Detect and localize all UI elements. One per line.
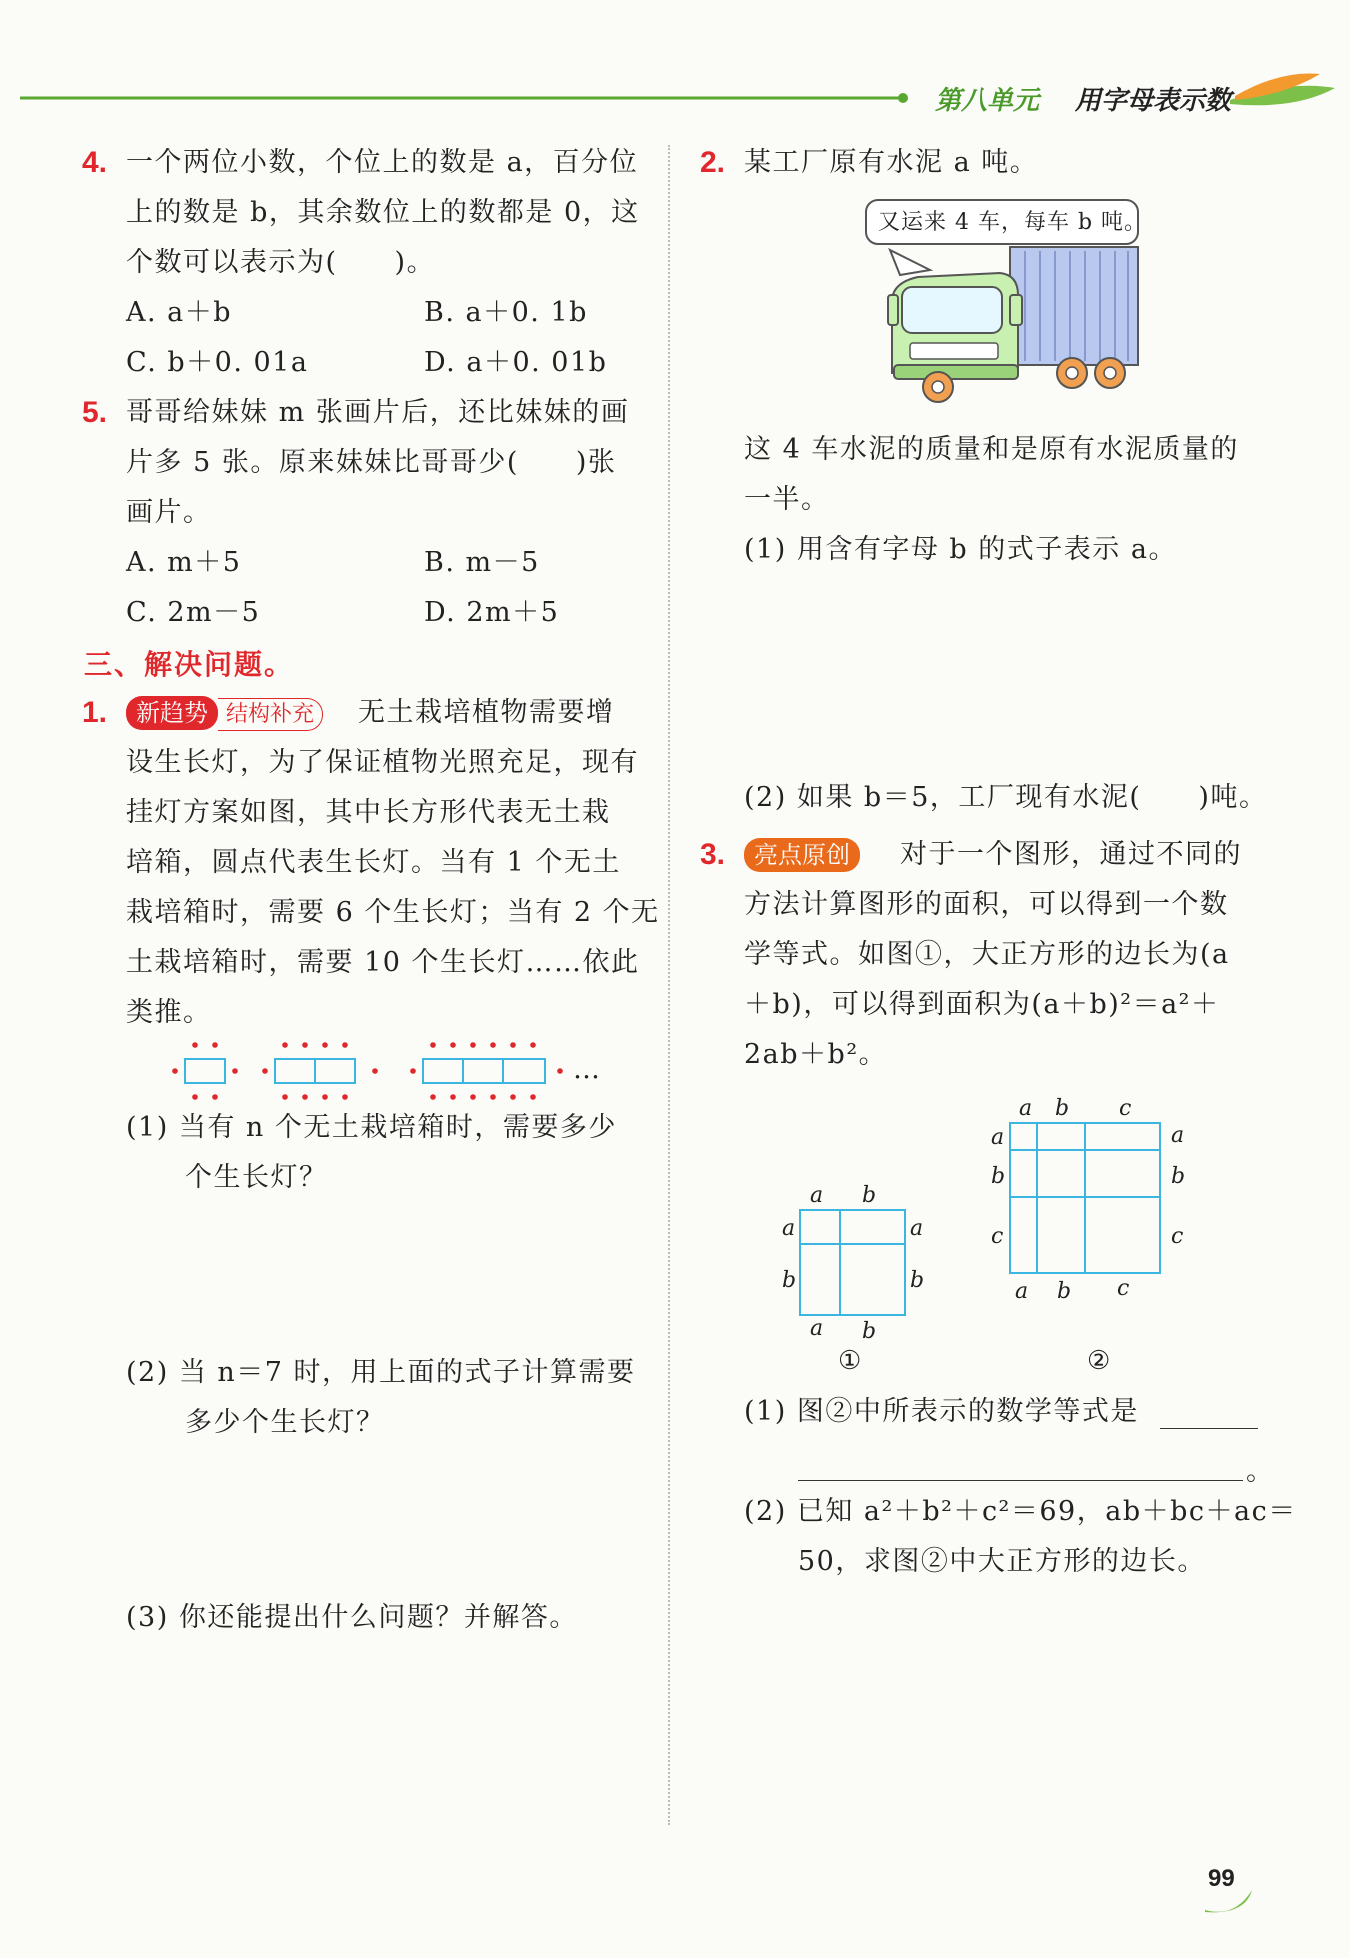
q4-line3: 个数可以表示为( )。	[126, 247, 436, 278]
speech-bubble-text: 又运来 4 车，每车 b 吨。	[878, 210, 1148, 235]
p2-number: 2.	[700, 146, 726, 179]
p3-line3: 学等式。如图①，大正方形的边长为(a	[744, 939, 1230, 970]
p2-line3: 一半。	[744, 484, 830, 515]
q4-option-c[interactable]: C. b＋0. 01a	[126, 347, 309, 378]
fig2-right-c: c	[1171, 1224, 1184, 1249]
fig2-left-c: c	[991, 1224, 1004, 1249]
q5-option-b[interactable]: B. m－5	[424, 547, 540, 578]
p1-line1: 无土栽培植物需要增	[358, 697, 615, 728]
q4-number: 4.	[82, 146, 108, 179]
p3-sub2-line2: 50，求图②中大正方形的边长。	[798, 1546, 1206, 1577]
grow-light-pattern	[160, 1035, 600, 1110]
p1-line2: 设生长灯，为了保证植物光照充足，现有	[126, 747, 639, 778]
p3-line1: 对于一个图形，通过不同的	[900, 839, 1242, 870]
column-divider	[668, 145, 670, 1825]
q4-line2: 上的数是 b，其余数位上的数都是 0，这	[126, 197, 640, 228]
p2-line1: 某工厂原有水泥 a 吨。	[744, 147, 1039, 178]
page-number-swoosh	[1200, 1870, 1260, 1920]
p1-badges	[126, 696, 323, 731]
fig2-top-c: c	[1119, 1096, 1132, 1121]
p1-sub1-line1: (1) 当有 n 个无土栽培箱时，需要多少	[126, 1112, 617, 1143]
p1-line7: 类推。	[126, 997, 212, 1028]
pattern-ellipsis: …	[573, 1054, 602, 1085]
fig1-right-a: a	[910, 1216, 924, 1241]
fig1-left-a: a	[782, 1216, 796, 1241]
fig2-left-a: a	[991, 1125, 1005, 1150]
p1-line4: 培箱，圆点代表生长灯。当有 1 个无土	[126, 847, 621, 878]
unit-label: 第八单元	[935, 86, 1040, 116]
q4-option-b[interactable]: B. a＋0. 1b	[424, 297, 588, 328]
fig2-top-b: b	[1055, 1096, 1070, 1121]
answer-blank-1[interactable]	[1160, 1428, 1258, 1429]
badge-new-trend: 新趋势	[126, 696, 218, 730]
p2-sub1: (1) 用含有字母 b 的式子表示 a。	[744, 534, 1177, 565]
p1-sub3: (3) 你还能提出什么问题？并解答。	[126, 1602, 578, 1633]
p3-line2: 方法计算图形的面积，可以得到一个数	[744, 889, 1229, 920]
fig1-left-b: b	[782, 1268, 797, 1293]
fig2-right-a: a	[1171, 1123, 1185, 1148]
q5-line1: 哥哥给妹妹 m 张画片后，还比妹妹的画	[126, 397, 630, 428]
badge-highlight: 亮点原创	[744, 838, 860, 872]
p3-sub1: (1) 图②中所表示的数学等式是	[744, 1396, 1139, 1427]
p1-line3: 挂灯方案如图，其中长方形代表无土栽	[126, 797, 611, 828]
q5-line3: 画片。	[126, 497, 212, 528]
fig1-top-a: a	[810, 1183, 824, 1208]
p3-line5: 2ab＋b²。	[744, 1039, 888, 1070]
q4-option-a[interactable]: A. a＋b	[126, 297, 233, 328]
p2-sub2: (2) 如果 b＝5，工厂现有水泥( )吨。	[744, 782, 1268, 813]
fig2-bottom-a: a	[1015, 1279, 1029, 1304]
q5-option-c[interactable]: C. 2m－5	[126, 597, 261, 628]
p3-sub1-end: 。	[1246, 1456, 1275, 1487]
badge-structure: 结构补充	[218, 698, 323, 731]
fig1-right-b: b	[910, 1268, 925, 1293]
figure-2-square	[975, 1095, 1235, 1350]
fig2-bottom-b: b	[1057, 1279, 1072, 1304]
fig1-top-b: b	[862, 1183, 877, 1208]
answer-blank-2[interactable]	[798, 1480, 1243, 1481]
q5-line2: 片多 5 张。原来妹妹比哥哥少( )张	[126, 447, 617, 478]
q5-option-a[interactable]: A. m＋5	[126, 547, 242, 578]
p3-badge-wrap	[744, 838, 860, 872]
q4-option-d[interactable]: D. a＋0. 01b	[424, 347, 608, 378]
unit-title: 用字母表示数	[1075, 86, 1232, 116]
fig2-left-b: b	[991, 1164, 1006, 1189]
fig1-bottom-b: b	[862, 1319, 877, 1344]
p3-line4: ＋b)，可以得到面积为(a＋b)²＝a²＋	[744, 989, 1220, 1020]
page-number: 99	[1208, 1865, 1235, 1892]
p1-line5: 栽培箱时，需要 6 个生长灯；当有 2 个无	[126, 897, 660, 928]
fig2-top-a: a	[1019, 1096, 1033, 1121]
p1-sub1-line2: 个生长灯？	[185, 1162, 328, 1193]
section-heading: 三、解决问题。	[84, 648, 295, 681]
p2-line2: 这 4 车水泥的质量和是原有水泥质量的	[744, 434, 1239, 465]
figure-1-caption: ①	[838, 1346, 862, 1376]
fig1-bottom-a: a	[810, 1316, 824, 1341]
p3-number: 3.	[700, 838, 726, 871]
q5-option-d[interactable]: D. 2m＋5	[424, 597, 560, 628]
fig2-bottom-c: c	[1117, 1276, 1130, 1301]
fig2-right-b: b	[1171, 1164, 1186, 1189]
q4-line1: 一个两位小数，个位上的数是 a，百分位	[126, 147, 639, 178]
p1-sub2-line2: 多少个生长灯？	[185, 1407, 385, 1438]
p1-line6: 土栽培箱时，需要 10 个生长灯……依此	[126, 947, 640, 978]
p1-sub2-line1: (2) 当 n＝7 时，用上面的式子计算需要	[126, 1357, 636, 1388]
p3-sub2-line1: (2) 已知 a²＋b²＋c²＝69，ab＋bc＋ac＝	[744, 1496, 1297, 1527]
p1-number: 1.	[82, 696, 108, 729]
figure-2-caption: ②	[1087, 1346, 1111, 1376]
q5-number: 5.	[82, 396, 108, 429]
